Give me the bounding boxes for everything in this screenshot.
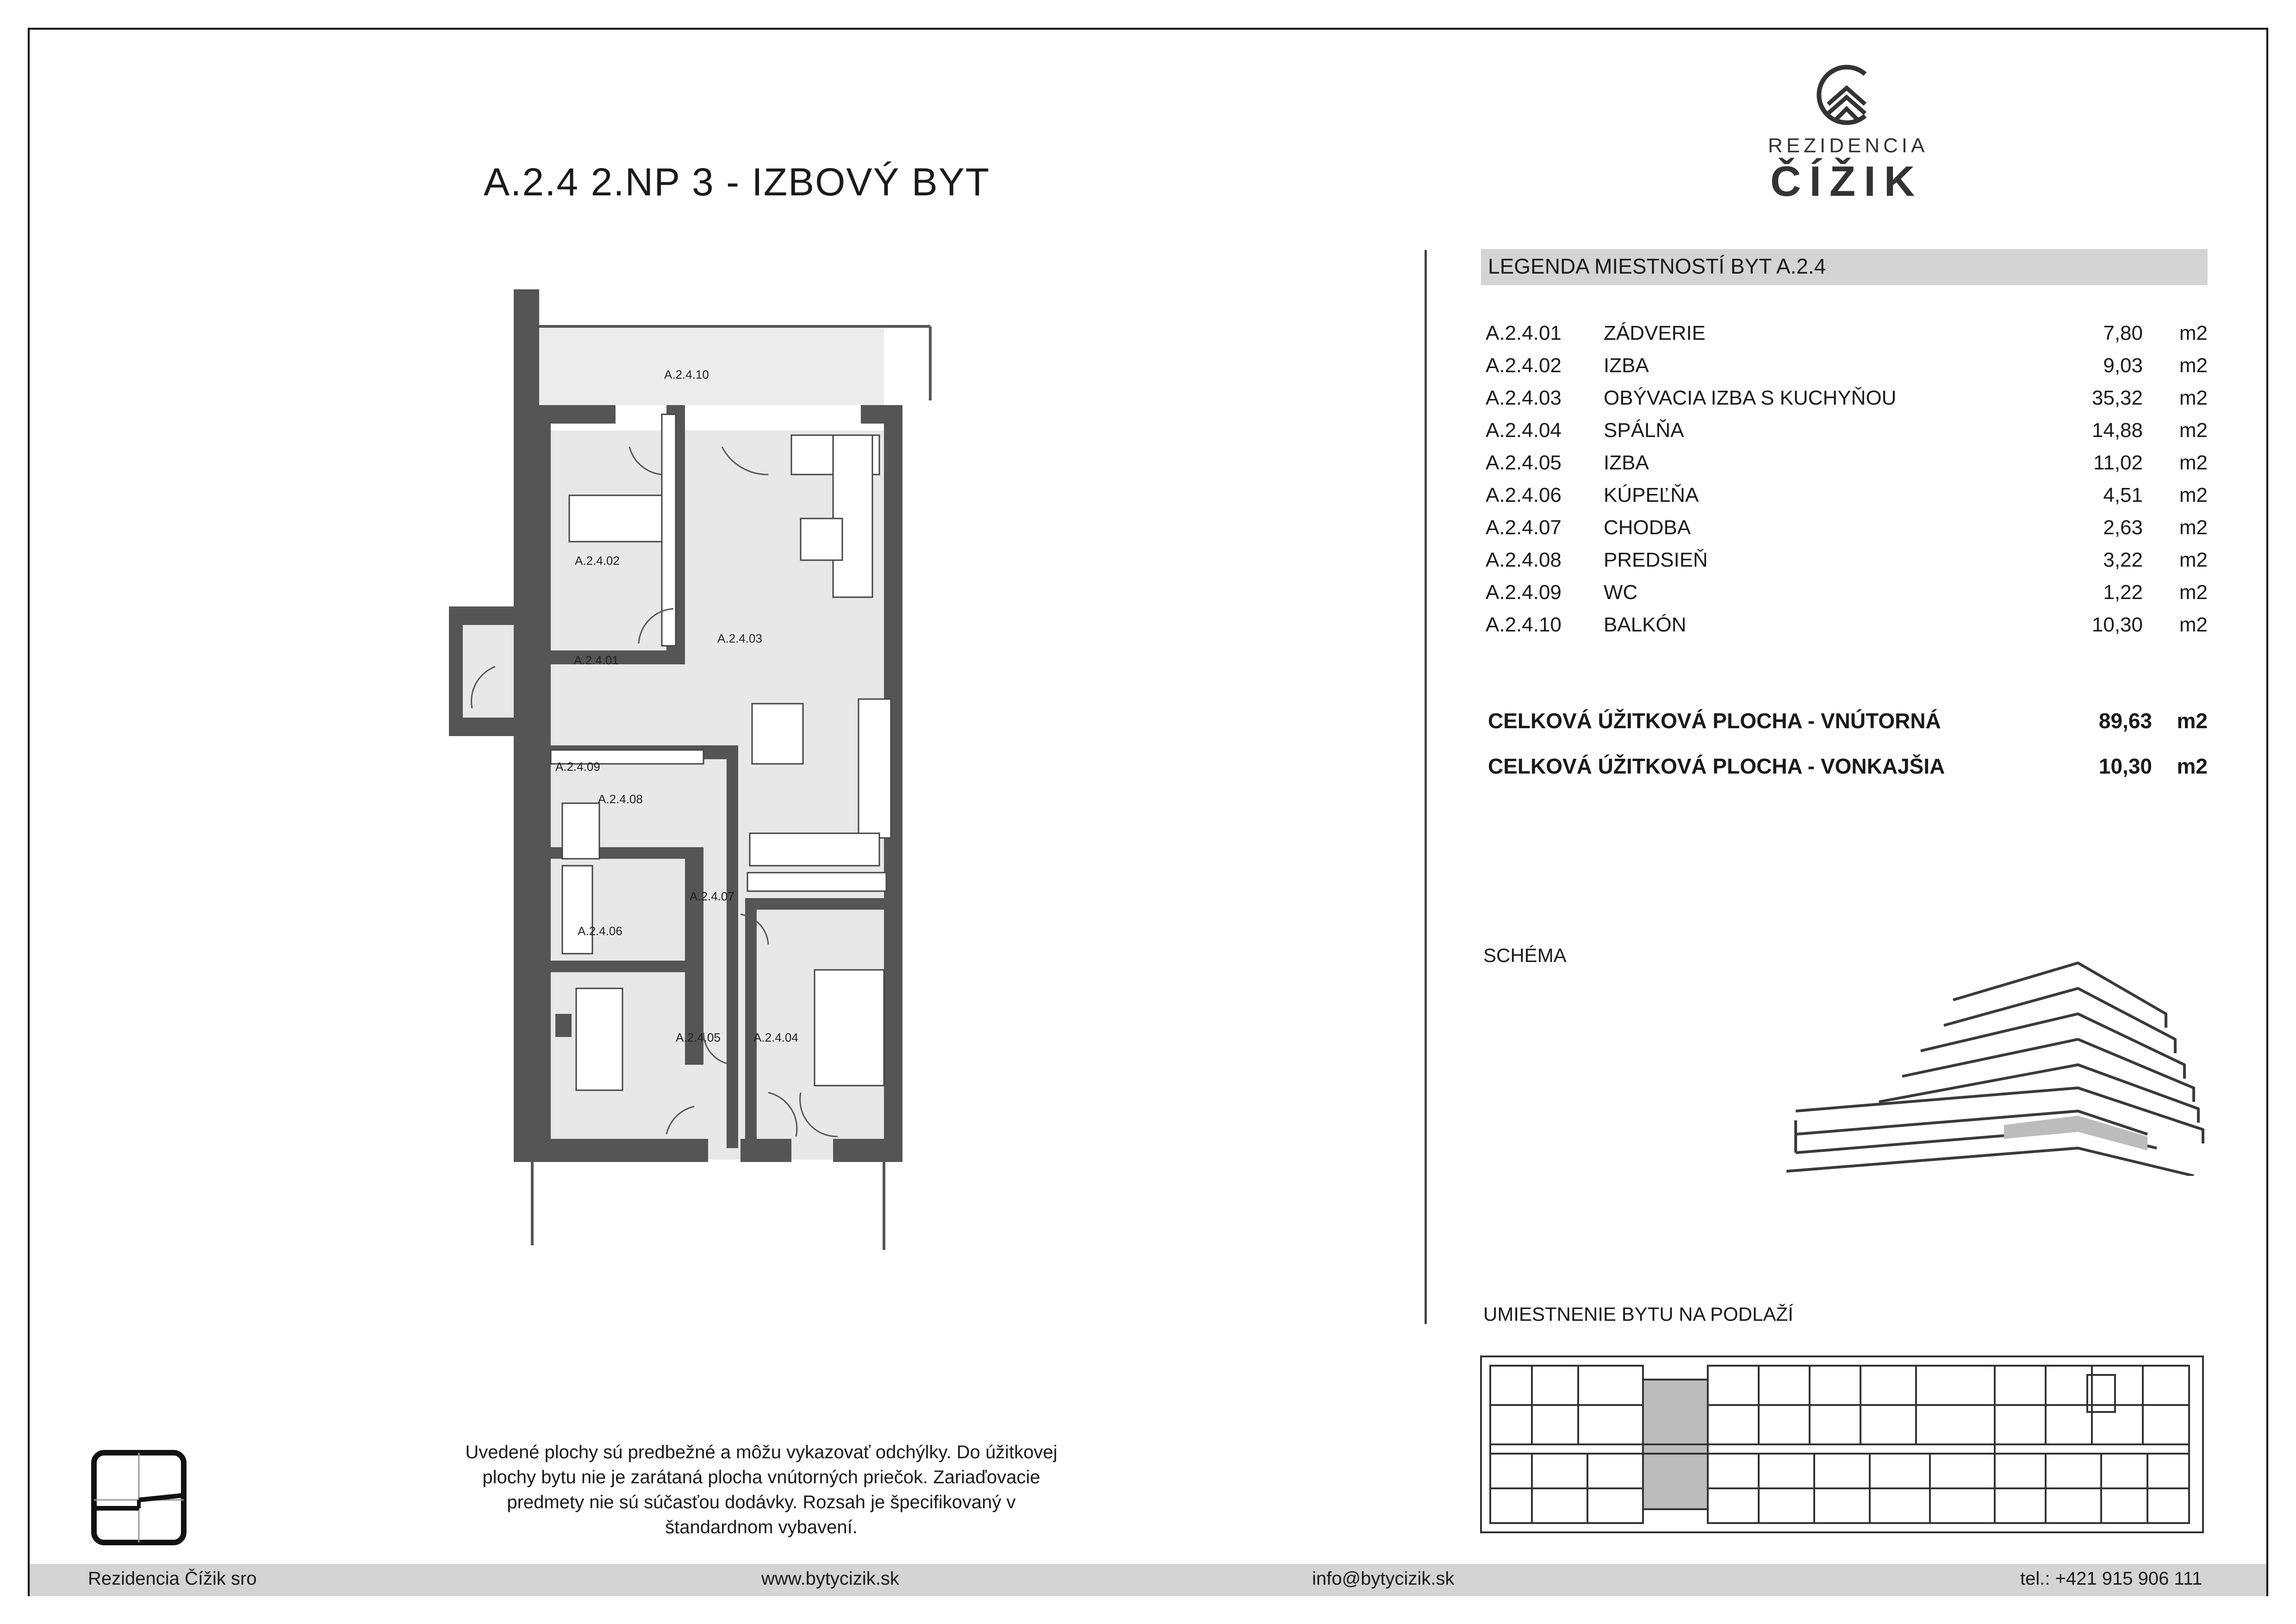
total-area: 89,63 bbox=[2098, 709, 2152, 733]
room-area: 3,22 bbox=[2103, 549, 2143, 571]
room-name: CHODBA bbox=[1604, 516, 1691, 539]
room-unit: m2 bbox=[2179, 451, 2208, 474]
divider bbox=[1425, 250, 1427, 1324]
room-area: 35,32 bbox=[2091, 387, 2143, 409]
footer-email-link[interactable]: info@bytycizik.sk bbox=[1312, 1568, 1455, 1589]
plan-label-r10: A.2.4.10 bbox=[664, 368, 709, 381]
legend-row bbox=[1486, 484, 2208, 514]
plan-label-r06: A.2.4.06 bbox=[578, 924, 622, 938]
building-schema-diagram bbox=[1786, 954, 2240, 1176]
legend-row bbox=[1486, 613, 2208, 644]
room-code: A.2.4.07 bbox=[1486, 516, 1562, 539]
room-unit: m2 bbox=[2179, 549, 2208, 571]
room-unit: m2 bbox=[2179, 322, 2208, 344]
disclaimer-note bbox=[407, 1440, 1115, 1540]
room-area: 9,03 bbox=[2103, 354, 2143, 377]
room-name: KÚPEĽŇA bbox=[1604, 484, 1699, 506]
footer-bar bbox=[30, 1564, 2266, 1596]
building-c-icon bbox=[1810, 60, 1884, 130]
total-unit: m2 bbox=[2177, 754, 2208, 778]
legend-row bbox=[1486, 322, 2208, 352]
schema-label: SCHÉMA bbox=[1483, 944, 1567, 966]
legend-row bbox=[1486, 387, 2208, 417]
room-code: A.2.4.08 bbox=[1486, 549, 1562, 571]
room-name: SPÁLŇA bbox=[1604, 419, 1684, 442]
room-unit: m2 bbox=[2179, 419, 2208, 442]
room-area: 11,02 bbox=[2093, 451, 2143, 474]
room-code: A.2.4.03 bbox=[1486, 387, 1562, 409]
note-line: Uvedené plochy sú predbežné a môžu vykazovať odchýlky. Do úžitkovej bbox=[465, 1442, 1058, 1462]
plan-label-r07: A.2.4.07 bbox=[690, 889, 734, 903]
room-area: 4,51 bbox=[2103, 484, 2143, 506]
apartment-floor-plan bbox=[417, 278, 972, 1273]
legend-row bbox=[1486, 419, 2208, 450]
room-unit: m2 bbox=[2179, 387, 2208, 409]
note-line: plochy bytu nie je zarátaná plocha vnútorných priečok. Zariaďovacie bbox=[482, 1467, 1040, 1487]
note-line: štandardnom vybavení. bbox=[665, 1517, 858, 1537]
room-name: WC bbox=[1604, 581, 1638, 604]
plan-label-r03: A.2.4.03 bbox=[717, 631, 762, 645]
plan-label-r05: A.2.4.05 bbox=[676, 1031, 721, 1044]
legend-row bbox=[1486, 516, 2208, 547]
floor-plan-overview bbox=[1472, 1338, 2212, 1555]
room-unit: m2 bbox=[2179, 581, 2208, 604]
legend-title: LEGENDA MIESTNOSTÍ BYT A.2.4 bbox=[1488, 254, 1826, 278]
note-line: predmety nie sú súčasťou dodávky. Rozsah je špecifikovaný v bbox=[507, 1492, 1016, 1512]
legend-row bbox=[1486, 451, 2208, 482]
room-unit: m2 bbox=[2179, 613, 2208, 636]
footer-website-link[interactable]: www.bytycizik.sk bbox=[761, 1568, 899, 1589]
total-label: CELKOVÁ ÚŽITKOVÁ PLOCHA - VNÚTORNÁ bbox=[1488, 709, 1941, 733]
footer-company: Rezidencia Čížik sro bbox=[88, 1568, 257, 1589]
room-unit: m2 bbox=[2179, 484, 2208, 506]
plan-label-r02: A.2.4.02 bbox=[575, 554, 620, 568]
legend-row bbox=[1486, 581, 2208, 612]
room-name: PREDSIEŇ bbox=[1604, 549, 1708, 571]
footer-phone: tel.: +421 915 906 111 bbox=[2020, 1568, 2203, 1589]
room-unit: m2 bbox=[2179, 354, 2208, 377]
room-area: 1,22 bbox=[2103, 581, 2143, 604]
room-name: IZBA bbox=[1604, 451, 1649, 474]
room-name: ZÁDVERIE bbox=[1604, 322, 1706, 344]
floor-location-label: UMIESTNENIE BYTU NA PODLAŽÍ bbox=[1483, 1303, 1793, 1325]
room-area: 10,30 bbox=[2091, 613, 2143, 636]
room-code: A.2.4.06 bbox=[1486, 484, 1562, 506]
orientation-icon bbox=[90, 1449, 187, 1546]
plan-label-r01: A.2.4.01 bbox=[574, 653, 619, 667]
room-code: A.2.4.10 bbox=[1486, 613, 1562, 636]
room-area: 7,80 bbox=[2103, 322, 2143, 344]
legend-row bbox=[1486, 354, 2208, 385]
room-name: BALKÓN bbox=[1604, 613, 1686, 636]
room-name: OBÝVACIA IZBA S KUCHYŇOU bbox=[1604, 387, 1897, 409]
page-title: A.2.4 2.NP 3 - IZBOVÝ BYT bbox=[484, 160, 990, 204]
room-unit: m2 bbox=[2179, 516, 2208, 539]
logo-text-top: REZIDENCIA bbox=[1768, 134, 1929, 157]
logo-text-main: ČÍŽIK bbox=[1770, 158, 1923, 205]
legend-row bbox=[1486, 549, 2208, 579]
total-label: CELKOVÁ ÚŽITKOVÁ PLOCHA - VONKAJŠIA bbox=[1488, 754, 1945, 778]
plan-label-r08: A.2.4.08 bbox=[598, 792, 643, 806]
plan-label-r09: A.2.4.09 bbox=[555, 760, 600, 774]
room-code: A.2.4.05 bbox=[1486, 451, 1562, 474]
total-area: 10,30 bbox=[2098, 754, 2152, 778]
room-code: A.2.4.04 bbox=[1486, 419, 1562, 442]
room-code: A.2.4.09 bbox=[1486, 581, 1562, 604]
room-area: 14,88 bbox=[2091, 419, 2143, 442]
room-area: 2,63 bbox=[2103, 516, 2143, 539]
room-code: A.2.4.02 bbox=[1486, 354, 1562, 377]
plan-label-r04: A.2.4.04 bbox=[753, 1031, 798, 1044]
total-unit: m2 bbox=[2177, 709, 2208, 733]
room-code: A.2.4.01 bbox=[1486, 322, 1562, 344]
room-name: IZBA bbox=[1604, 354, 1649, 377]
